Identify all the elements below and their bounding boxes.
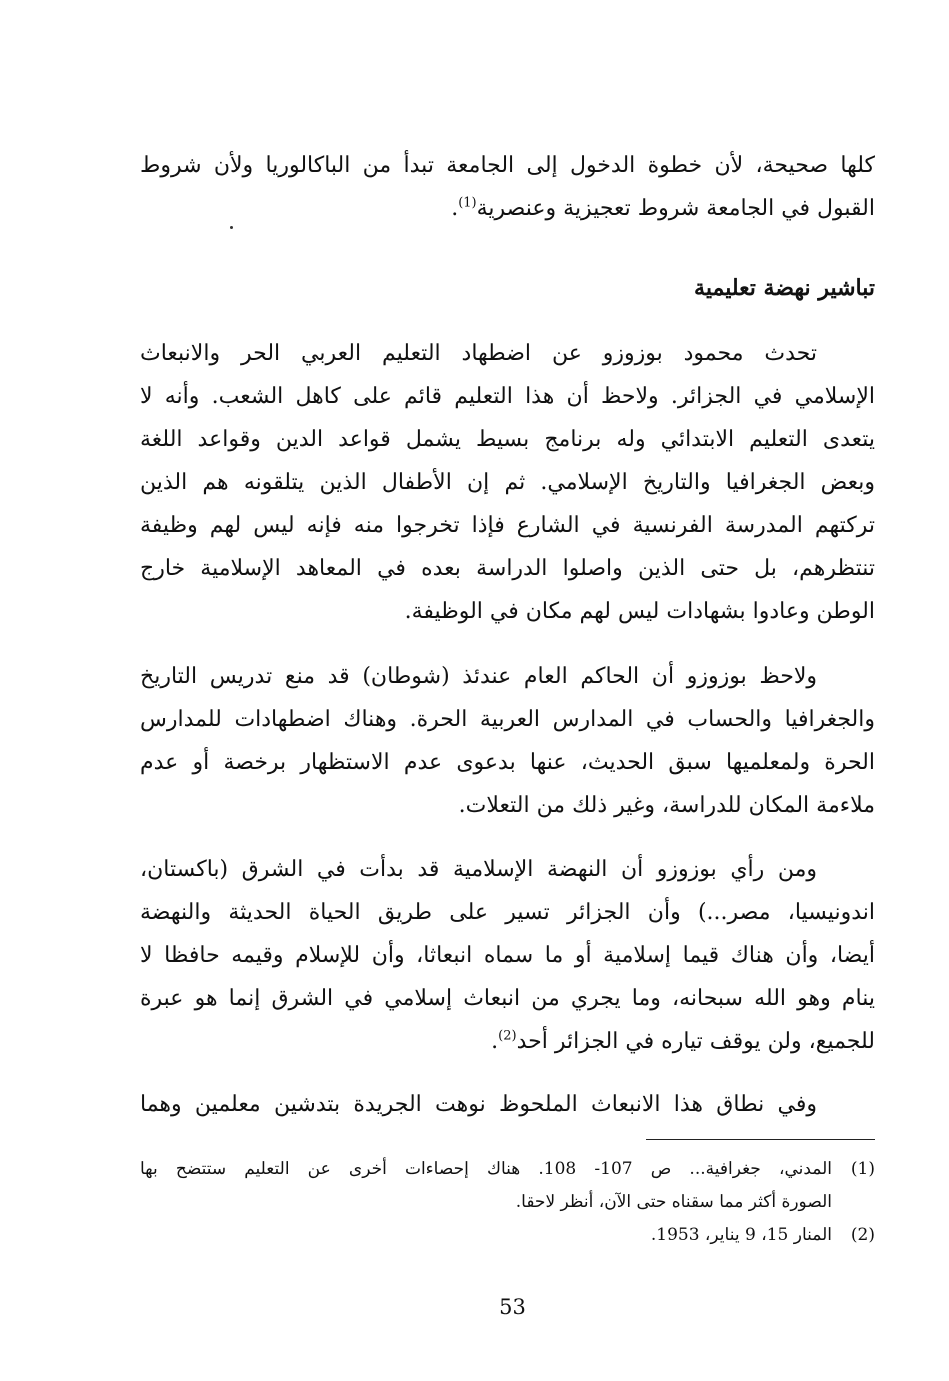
text-line: ينام وهو الله سبحانه، وما يجري من انبعاث إسلامي في الشرق إنما هو عبرة [140, 986, 875, 1011]
footnote-line: المدني، جغرافية... ص 107- 108. هناك إحصاءات أخرى عن التعليم ستتضح بها [140, 1159, 832, 1179]
section-heading: تباشير نهضة تعليمية [694, 275, 875, 301]
footnote-body [140, 1219, 875, 1252]
text-line: ومن رأي بوزوزو أن النهضة الإسلامية قد بدأت في الشرق (باكستان، [140, 857, 817, 882]
sentence-end: . [451, 196, 459, 221]
intro-paragraph [140, 144, 875, 230]
text-line: الوطن وعادوا بشهادات ليس لهم مكان في الوظيفة. [404, 599, 875, 624]
text-line: تحدث محمود بوزوزو عن اضطهاد التعليم العربي الحر والانبعاث [140, 341, 817, 366]
page-number: 53 [499, 1295, 526, 1319]
paragraph-2 [140, 655, 875, 827]
footnote-2 [140, 1219, 875, 1252]
text-line: اندونيسيا، مصر...) وأن الجزائر تسير على طريق الحياة الحديثة والنهضة [140, 900, 875, 925]
footnote-line: المنار 15، 9 يناير، 1953. [650, 1225, 832, 1245]
text-line: يتعدى التعليم الابتدائي وله برنامج بسيط يشمل قواعد الدين وقواعد اللغة [140, 427, 875, 452]
paragraph-1 [140, 332, 875, 633]
footnote-number: (2) [850, 1225, 875, 1245]
footnotes [140, 1153, 875, 1252]
text-line: تنتظرهم، بل حتى الذين واصلوا الدراسة بعده في المعاهد الإسلامية خارج [140, 556, 875, 581]
text-line: ولاحظ بوزوزو أن الحاكم العام عندئذ (شوطان) قد منع تدريس التاريخ [140, 664, 817, 689]
footnote-number: (1) [850, 1159, 875, 1179]
footnote-ref: (2) [498, 1028, 517, 1044]
paragraph-4 [140, 1083, 875, 1126]
sentence-end: . [491, 1029, 499, 1054]
text-line [140, 187, 875, 230]
text-line: والجغرافيا والحساب في المدارس العربية الحرة. وهناك اضطهادات للمدارس [140, 707, 875, 732]
footnote-divider [646, 1139, 875, 1140]
text-line: وفي نطاق هذا الانبعاث الملحوظ نوهت الجريدة بتدشين معلمين وهما [140, 1092, 817, 1117]
footnote-line: الصورة أكثر مما سقناه حتى الآن، أنظر لاحقا. [515, 1192, 832, 1212]
text-line: كلها صحيحة، لأن خطوة الدخول إلى الجامعة تبدأ من الباكالوريا ولأن شروط [140, 153, 875, 178]
text-line: تركتهم المدرسة الفرنسية في الشارع فإذا تخرجوا منه فإنه ليس لهم وظيفة [140, 513, 875, 538]
text-line: الإسلامي في الجزائر. ولاحظ أن هذا التعليم قائم على كاهل الشعب. وأنه لا [140, 384, 875, 409]
text-line: ملاءمة المكان للدراسة، وغير ذلك من التعلات. [458, 793, 875, 818]
text-line: أيضا، وأن هناك قيما إسلامية أو ما سماه انبعاثا، وأن للإسلام وقيمه حافظا لا [140, 943, 875, 968]
text-line [140, 1020, 875, 1063]
footnote-1 [140, 1153, 875, 1219]
text-line-body: القبول في الجامعة شروط تعجيزية وعنصرية [476, 196, 875, 221]
footnote-ref: (1) [458, 195, 477, 211]
text-line: وبعض الجغرافيا والتاريخ الإسلامي. ثم إن الأطفال الذين يتلقونه هم الذين [140, 470, 875, 495]
paragraph-3 [140, 848, 875, 1063]
footnote-body [140, 1153, 875, 1219]
text-line: الحرة ولمعلميها سبق الحديث، عنها بدعوى عدم الاستظهار برخصة أو عدم [140, 750, 875, 775]
text-line-body: للجميع، ولن يوقف تياره في الجزائر أحد [516, 1029, 875, 1054]
